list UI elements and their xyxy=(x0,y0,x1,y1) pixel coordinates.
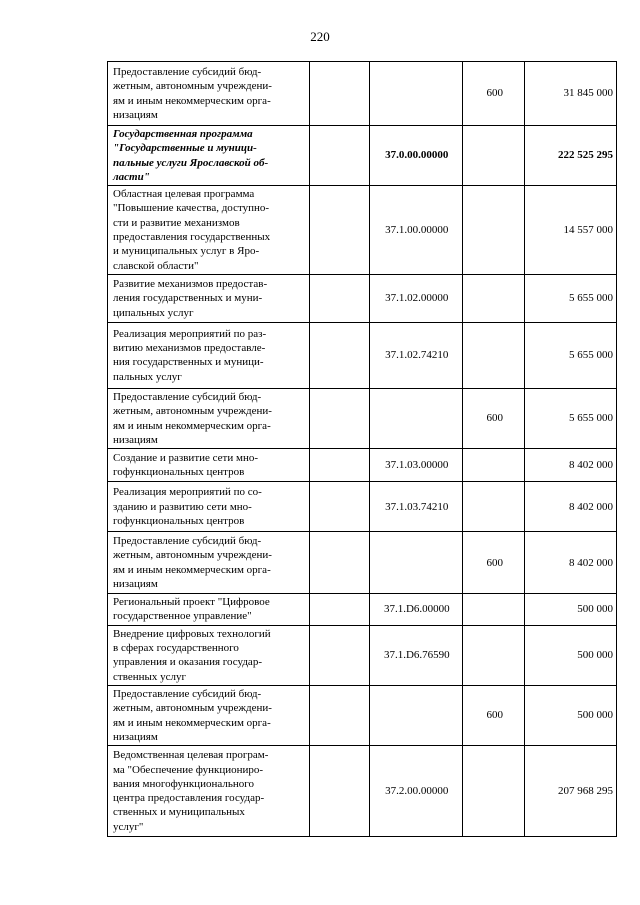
blank-cell xyxy=(310,685,369,745)
budget-table xyxy=(107,61,617,837)
expense-type-cell xyxy=(463,274,525,322)
amount-cell: 500 000 xyxy=(525,594,617,626)
blank-cell xyxy=(310,388,369,448)
item-name-cell: Областная целевая программа "Повышение качества, доступно- сти и развитие механизмов предоставления государственных и муниципальных услуг в Яро- славской области" xyxy=(108,186,310,275)
target-article-code-cell: 37.1.00.00000 xyxy=(369,186,463,275)
expense-type-cell xyxy=(463,594,525,626)
target-article-code-cell xyxy=(369,62,463,126)
target-article-code-cell: 37.1.02.74210 xyxy=(369,322,463,388)
blank-cell xyxy=(310,322,369,388)
item-name-cell: Ведомственная целевая програм- ма "Обеспечение функциониро- вания многофункционального центра предоставления государ- ственных и муниципальных услуг" xyxy=(108,746,310,837)
target-article-code-cell xyxy=(369,532,463,594)
target-article-code-cell xyxy=(369,685,463,745)
expense-type-cell: 600 xyxy=(463,388,525,448)
table-row xyxy=(108,532,617,594)
target-article-code-cell: 37.1.03.00000 xyxy=(369,449,463,482)
blank-cell xyxy=(310,449,369,482)
expense-type-cell: 600 xyxy=(463,62,525,126)
amount-cell: 5 655 000 xyxy=(525,274,617,322)
amount-cell: 222 525 295 xyxy=(525,126,617,186)
item-name-cell: Предоставление субсидий бюд- жетным, автономным учреждени- ям и иным некоммерческим орга- низациям xyxy=(108,62,310,126)
table-row xyxy=(108,388,617,448)
blank-cell xyxy=(310,62,369,126)
expense-type-cell xyxy=(463,322,525,388)
expense-type-cell xyxy=(463,186,525,275)
table-row xyxy=(108,186,617,275)
item-name-cell: Предоставление субсидий бюд- жетным, автономным учреждени- ям и иным некоммерческим орга- низациям xyxy=(108,388,310,448)
blank-cell xyxy=(310,186,369,275)
blank-cell xyxy=(310,126,369,186)
blank-cell xyxy=(310,482,369,532)
table-row xyxy=(108,482,617,532)
expense-type-cell: 600 xyxy=(463,685,525,745)
expense-type-cell xyxy=(463,625,525,685)
table-row xyxy=(108,126,617,186)
table-row xyxy=(108,322,617,388)
target-article-code-cell: 37.2.00.00000 xyxy=(369,746,463,837)
target-article-code-cell: 37.1.03.74210 xyxy=(369,482,463,532)
amount-cell: 5 655 000 xyxy=(525,322,617,388)
item-name-cell: Региональный проект "Цифровое государственное управление" xyxy=(108,594,310,626)
amount-cell: 500 000 xyxy=(525,685,617,745)
target-article-code-cell: 37.0.00.00000 xyxy=(369,126,463,186)
expense-type-cell xyxy=(463,482,525,532)
amount-cell: 5 655 000 xyxy=(525,388,617,448)
amount-cell: 31 845 000 xyxy=(525,62,617,126)
table-row xyxy=(108,685,617,745)
blank-cell xyxy=(310,625,369,685)
expense-type-cell xyxy=(463,746,525,837)
amount-cell: 500 000 xyxy=(525,625,617,685)
expense-type-cell: 600 xyxy=(463,532,525,594)
blank-cell xyxy=(310,274,369,322)
table-row xyxy=(108,449,617,482)
expense-type-cell xyxy=(463,126,525,186)
budget-table-body xyxy=(108,62,617,837)
target-article-code-cell: 37.1.D6.76590 xyxy=(369,625,463,685)
target-article-code-cell: 37.1.02.00000 xyxy=(369,274,463,322)
item-name-cell: Предоставление субсидий бюд- жетным, автономным учреждени- ям и иным некоммерческим орга- низациям xyxy=(108,532,310,594)
amount-cell: 207 968 295 xyxy=(525,746,617,837)
amount-cell: 8 402 000 xyxy=(525,532,617,594)
item-name-cell: Государственная программа "Государственные и муници- пальные услуги Ярославской об- ласти" xyxy=(108,126,310,186)
page-number: 220 xyxy=(310,29,330,44)
item-name-cell: Реализация мероприятий по со- зданию и развитию сети мно- гофункциональных центров xyxy=(108,482,310,532)
blank-cell xyxy=(310,746,369,837)
table-row xyxy=(108,274,617,322)
table-row xyxy=(108,594,617,626)
item-name-cell: Предоставление субсидий бюд- жетным, автономным учреждени- ям и иным некоммерческим орга- низациям xyxy=(108,685,310,745)
amount-cell: 8 402 000 xyxy=(525,482,617,532)
expense-type-cell xyxy=(463,449,525,482)
amount-cell: 8 402 000 xyxy=(525,449,617,482)
blank-cell xyxy=(310,594,369,626)
item-name-cell: Создание и развитие сети мно- гофункциональных центров xyxy=(108,449,310,482)
target-article-code-cell: 37.1.D6.00000 xyxy=(369,594,463,626)
item-name-cell: Реализация мероприятий по раз- витию механизмов предоставле- ния государственных и муници- пальных услуг xyxy=(108,322,310,388)
amount-cell: 14 557 000 xyxy=(525,186,617,275)
target-article-code-cell xyxy=(369,388,463,448)
item-name-cell: Развитие механизмов предостав- ления государственных и муни- ципальных услуг xyxy=(108,274,310,322)
table-row xyxy=(108,625,617,685)
table-row xyxy=(108,62,617,126)
blank-cell xyxy=(310,532,369,594)
table-row xyxy=(108,746,617,837)
item-name-cell: Внедрение цифровых технологий в сферах государственного управления и оказания государ- ственных услуг xyxy=(108,625,310,685)
